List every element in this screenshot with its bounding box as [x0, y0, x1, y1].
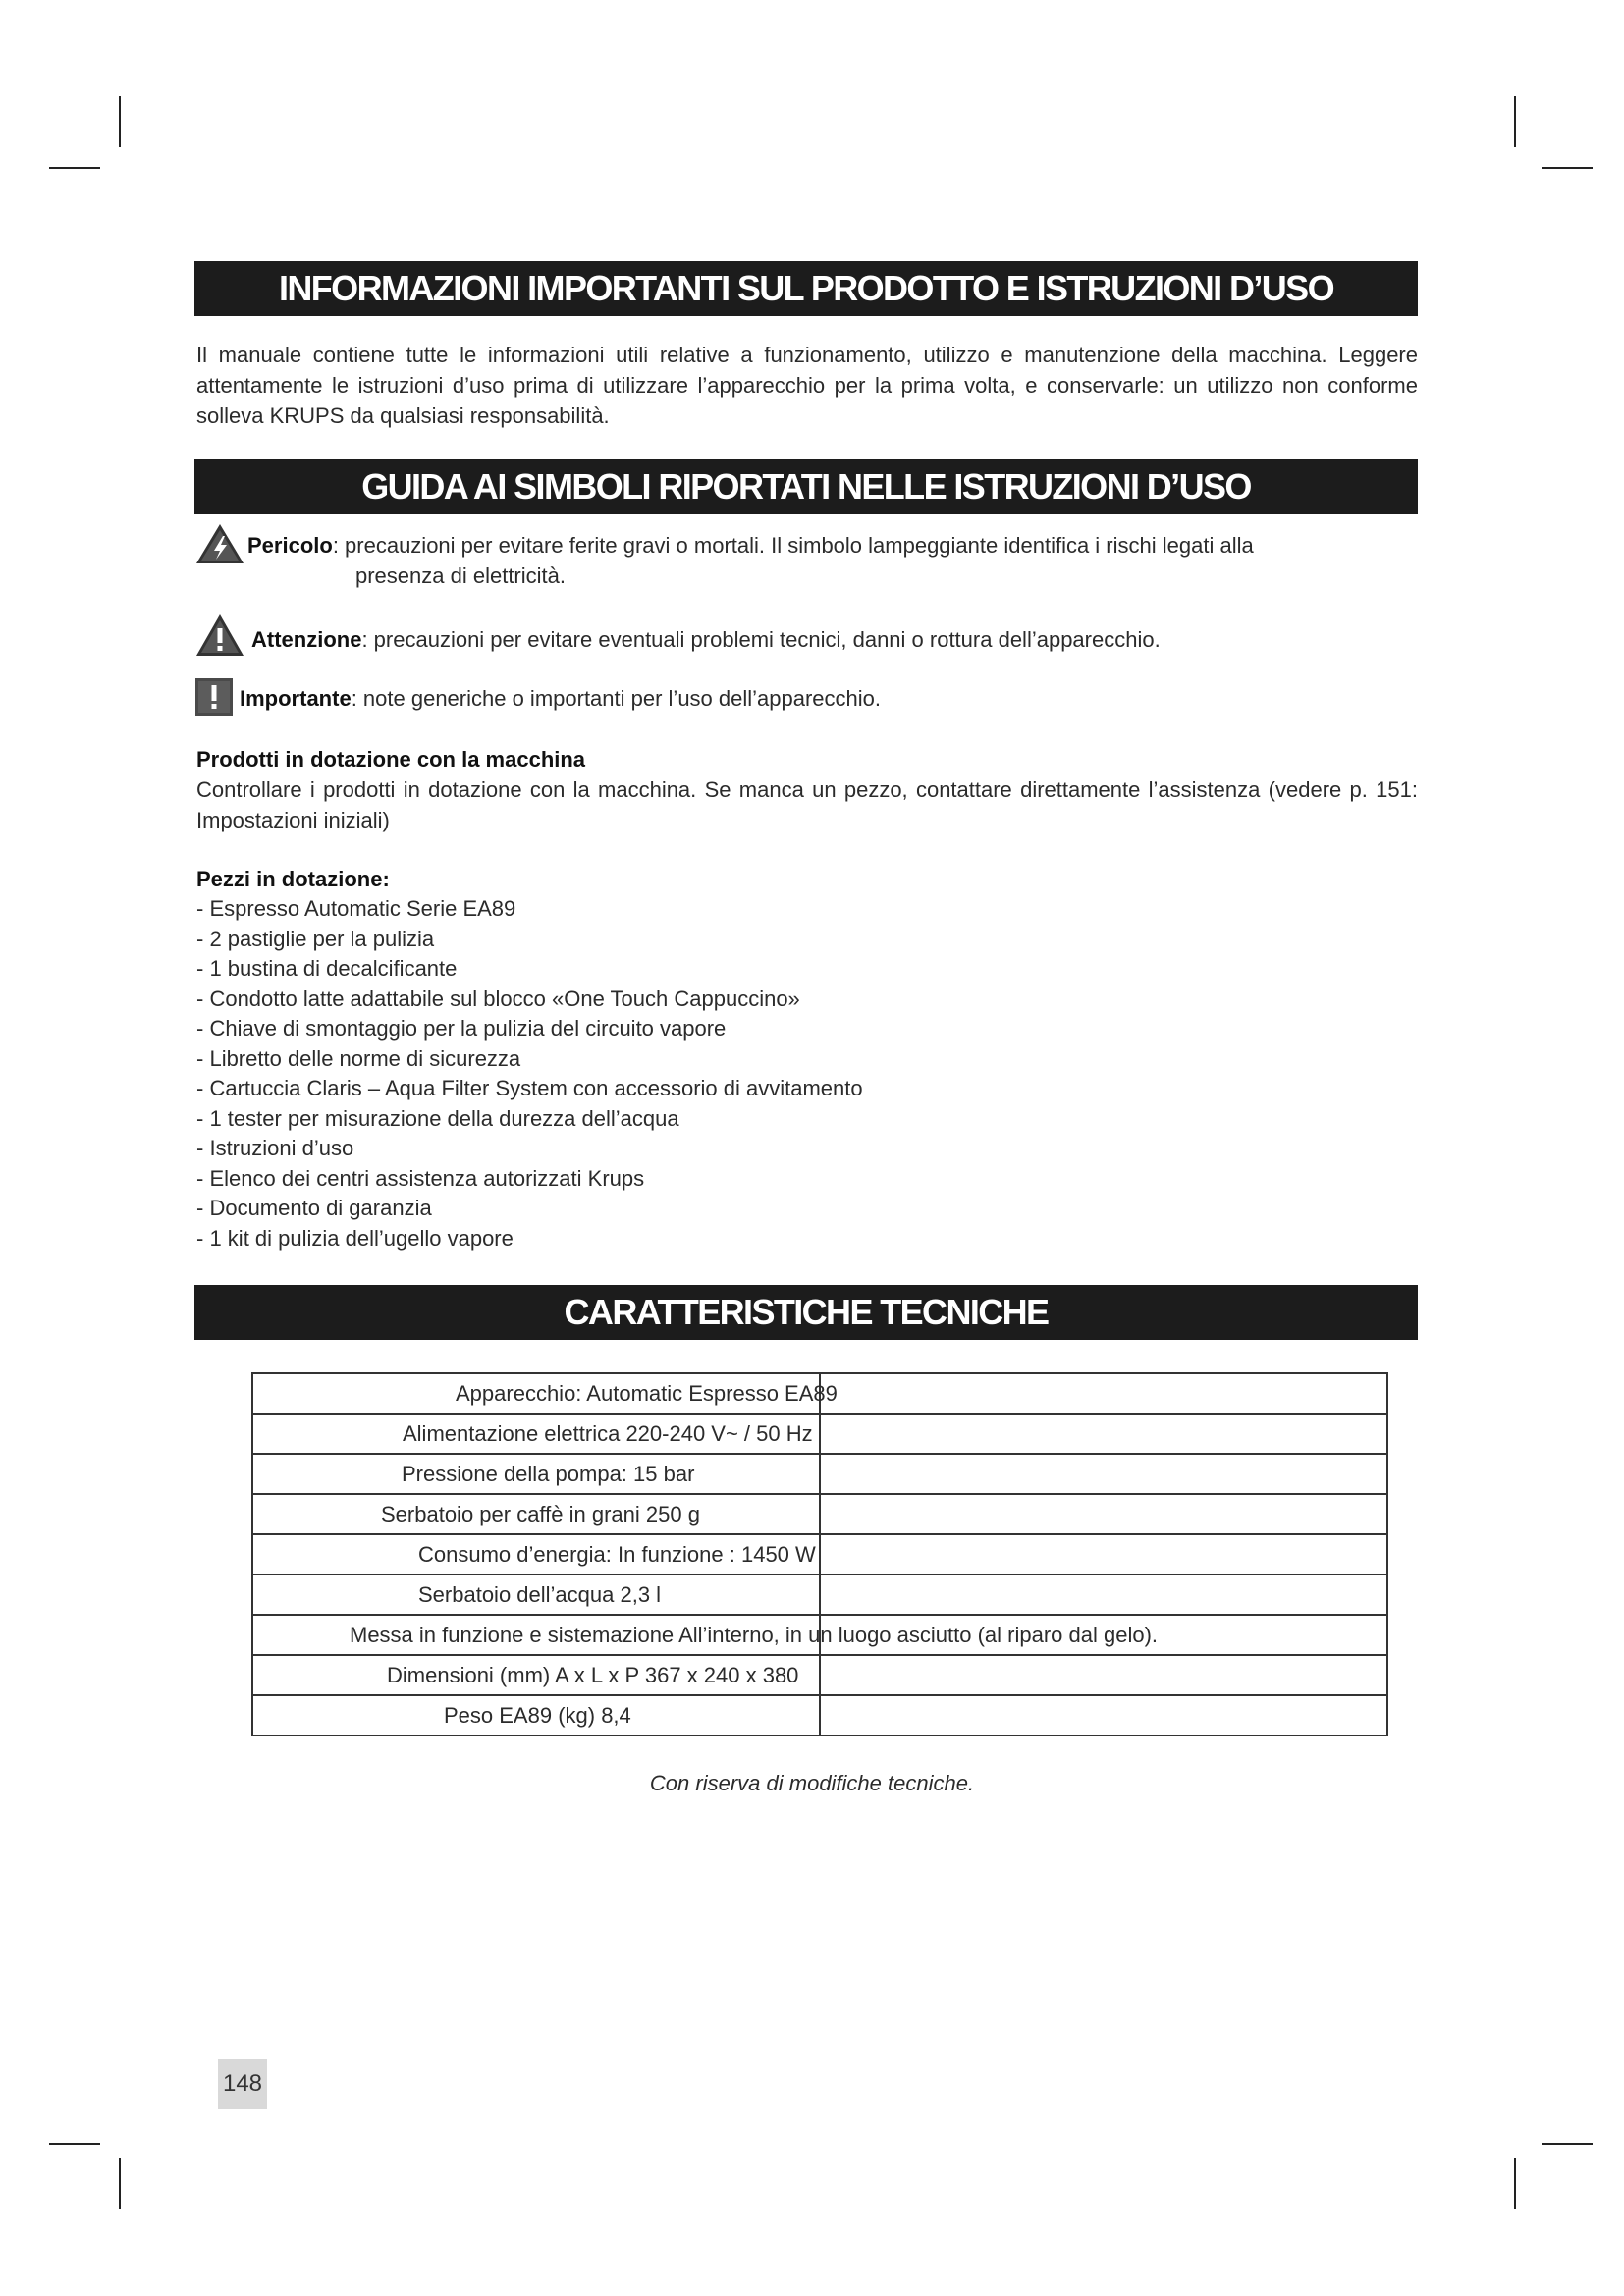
list-item: - 1 kit di pulizia dell’ugello vapore — [196, 1224, 863, 1255]
spec-text: Alimentazione elettrica 220-240 V~ / 50 Hz — [403, 1420, 813, 1446]
symbol-description: : precauzioni per evitare eventuali problemi tecnici, danni o rottura dell’apparecchio. — [361, 627, 1161, 652]
list-item: - 1 tester per misurazione della durezza dell’acqua — [196, 1104, 863, 1135]
list-item: - 2 pastiglie per la pulizia — [196, 925, 863, 955]
intro-paragraph: Il manuale contiene tutte le informazioni utili relative a funzionamento, utilizzo e manutenzione della macchina. Leggere attentamente le istruzioni d’uso prima di utilizzare l’apparecchio per la prima volta, e conservarle: un utilizzo non conforme solleva KRUPS da qualsiasi responsabilità. — [196, 343, 1418, 428]
list-item: - Espresso Automatic Serie EA89 — [196, 894, 863, 925]
crop-mark — [119, 2158, 121, 2209]
spec-text: Serbatoio dell’acqua 2,3 l — [418, 1581, 662, 1607]
crop-mark — [1514, 2158, 1516, 2209]
symbol-description: : note generiche o importanti per l’uso dell’apparecchio. — [351, 686, 882, 711]
spec-text: Serbatoio per caffè in grani 250 g — [381, 1501, 700, 1526]
spec-text: Pressione della pompa: 15 bar — [402, 1461, 695, 1486]
table-row — [252, 1494, 1387, 1534]
page-number: 148 — [218, 2059, 267, 2109]
symbol-warning-row — [194, 624, 1418, 664]
symbol-label: Importante — [240, 686, 352, 711]
parts-list — [196, 894, 863, 1254]
table-row — [252, 1454, 1387, 1494]
technical-specs-table — [251, 1372, 1388, 1736]
symbol-important-row — [194, 683, 1418, 722]
table-row — [252, 1414, 1387, 1454]
danger-lightning-triangle-icon — [194, 522, 245, 573]
crop-mark — [119, 96, 121, 147]
list-item: - Documento di garanzia — [196, 1194, 863, 1224]
warning-exclamation-triangle-icon — [194, 613, 245, 666]
section-title-technical-specs: CARATTERISTICHE TECNICHE — [194, 1285, 1418, 1340]
table-row — [252, 1615, 1387, 1655]
supplied-products-text: Controllare i prodotti in dotazione con la macchina. Se manca un pezzo, contattare direttamente l’assistenza (vedere p. 151: Impostazioni iniziali) — [196, 777, 1418, 832]
section-title-symbols-guide: GUIDA AI SIMBOLI RIPORTATI NELLE ISTRUZIONI D’USO — [194, 459, 1418, 514]
symbol-label: Attenzione — [251, 627, 362, 652]
important-exclamation-square-icon — [194, 677, 234, 724]
list-item: - Istruzioni d’uso — [196, 1134, 863, 1164]
supplied-products-heading: Prodotti in dotazione con la macchina — [196, 747, 586, 772]
list-item: - Elenco dei centri assistenza autorizzati Krups — [196, 1164, 863, 1195]
spec-text: Dimensioni (mm) A x L x P 367 x 240 x 380 — [387, 1662, 799, 1687]
spec-text: Peso EA89 (kg) 8,4 — [444, 1702, 631, 1728]
table-row — [252, 1575, 1387, 1615]
crop-mark — [1514, 96, 1516, 147]
crop-mark — [1542, 167, 1593, 169]
list-item: - Cartuccia Claris – Aqua Filter System con accessorio di avvitamento — [196, 1074, 863, 1104]
symbol-label: Pericolo — [247, 533, 333, 558]
spec-text: Apparecchio: Automatic Espresso EA89 — [456, 1380, 838, 1406]
table-row — [252, 1695, 1387, 1735]
table-row — [252, 1373, 1387, 1414]
crop-mark — [49, 167, 100, 169]
spec-text: Messa in funzione e sistemazione All’interno, in un luogo asciutto (al riparo dal gelo). — [350, 1622, 1159, 1647]
table-row — [252, 1655, 1387, 1695]
crop-mark — [1542, 2143, 1593, 2145]
list-item: - Condotto latte adattabile sul blocco «One Touch Cappuccino» — [196, 985, 863, 1015]
section-title-product-info: INFORMAZIONI IMPORTANTI SUL PRODOTTO E ISTRUZIONI D’USO — [194, 261, 1418, 316]
symbol-description: : precauzioni per evitare ferite gravi o mortali. Il simbolo lampeggiante identifica i rischi legati alla — [332, 533, 1254, 558]
list-item: - Chiave di smontaggio per la pulizia del circuito vapore — [196, 1014, 863, 1044]
list-item: - Libretto delle norme di sicurezza — [196, 1044, 863, 1075]
spec-text: Consumo d’energia: In funzione : 1450 W — [418, 1541, 816, 1567]
list-item: - 1 bustina di decalcificante — [196, 954, 863, 985]
crop-mark — [49, 2143, 100, 2145]
technical-changes-note: Con riserva di modifiche tecniche. — [649, 1771, 975, 1795]
parts-heading: Pezzi in dotazione: — [196, 867, 390, 891]
symbol-danger-row — [194, 530, 1418, 599]
symbol-description-continued: presenza di elettricità. — [355, 563, 566, 588]
table-row — [252, 1534, 1387, 1575]
